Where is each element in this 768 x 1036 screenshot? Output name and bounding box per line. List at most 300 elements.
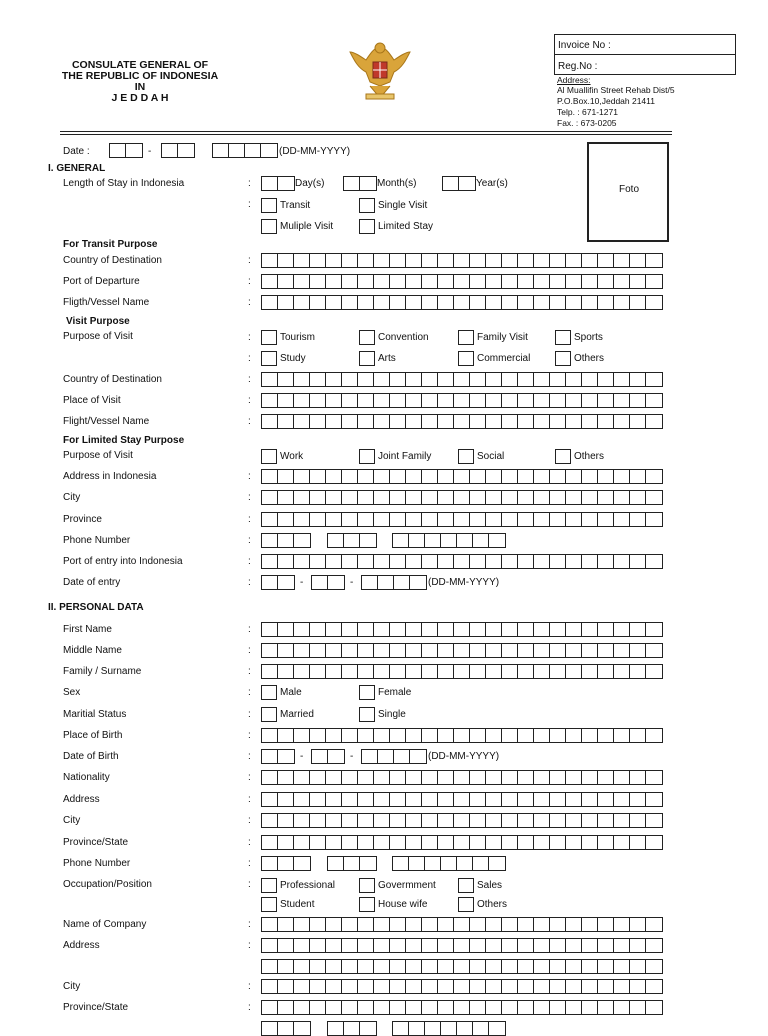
char-cell[interactable]: [630, 491, 646, 504]
char-cell[interactable]: [310, 771, 326, 784]
char-cell[interactable]: [438, 729, 454, 742]
char-cell[interactable]: [502, 394, 518, 407]
char-cell[interactable]: [262, 415, 278, 428]
char-cell[interactable]: [630, 771, 646, 784]
char-cell[interactable]: [630, 665, 646, 678]
char-cell[interactable]: [502, 1001, 518, 1014]
char-cell[interactable]: [486, 275, 502, 288]
char-cell[interactable]: [326, 960, 342, 973]
char-cell[interactable]: [326, 918, 342, 931]
char-cell[interactable]: [438, 918, 454, 931]
char-cell[interactable]: [374, 254, 390, 267]
char-cell[interactable]: [582, 1001, 598, 1014]
char-cell[interactable]: [454, 836, 470, 849]
char-cell[interactable]: [646, 665, 662, 678]
char-cell[interactable]: [422, 836, 438, 849]
address-input[interactable]: [261, 792, 663, 807]
char-cell[interactable]: [502, 729, 518, 742]
char-cell[interactable]: [310, 394, 326, 407]
char-cell[interactable]: [294, 729, 310, 742]
char-cell[interactable]: [294, 415, 310, 428]
char-cell[interactable]: [518, 918, 534, 931]
char-cell[interactable]: [518, 470, 534, 483]
char-cell[interactable]: [470, 623, 486, 636]
char-cell[interactable]: [262, 373, 278, 386]
char-cell[interactable]: [614, 939, 630, 952]
char-cell[interactable]: [310, 470, 326, 483]
char-cell[interactable]: [278, 814, 294, 827]
char-cell[interactable]: [566, 394, 582, 407]
char-cell[interactable]: [326, 296, 342, 309]
char-cell[interactable]: [566, 665, 582, 678]
char-cell[interactable]: [454, 939, 470, 952]
char-cell[interactable]: [614, 665, 630, 678]
char-cell[interactable]: [278, 254, 294, 267]
char-cell[interactable]: [390, 491, 406, 504]
char-cell[interactable]: [502, 939, 518, 952]
char-cell[interactable]: [566, 980, 582, 993]
char-cell[interactable]: [390, 296, 406, 309]
char-cell[interactable]: [310, 793, 326, 806]
char-cell[interactable]: [358, 665, 374, 678]
city-input[interactable]: [261, 813, 663, 828]
char-cell[interactable]: [262, 623, 278, 636]
char-cell[interactable]: [582, 394, 598, 407]
char-cell[interactable]: [262, 980, 278, 993]
date-year-boxes[interactable]: [212, 143, 278, 158]
char-cell[interactable]: [534, 1001, 550, 1014]
char-cell[interactable]: [486, 939, 502, 952]
char-cell[interactable]: [550, 296, 566, 309]
first-name-input[interactable]: [261, 622, 663, 637]
province-input[interactable]: [261, 835, 663, 850]
transit-country-input[interactable]: [261, 253, 663, 268]
char-cell[interactable]: [550, 918, 566, 931]
char-cell[interactable]: [278, 296, 294, 309]
char-cell[interactable]: [614, 373, 630, 386]
char-cell[interactable]: [582, 513, 598, 526]
char-cell[interactable]: [390, 980, 406, 993]
char-cell[interactable]: [262, 793, 278, 806]
char-cell[interactable]: [438, 980, 454, 993]
char-cell[interactable]: [614, 275, 630, 288]
char-cell[interactable]: [630, 254, 646, 267]
char-cell[interactable]: [358, 296, 374, 309]
char-cell[interactable]: [470, 254, 486, 267]
company-phone-code-boxes[interactable]: [261, 1021, 311, 1036]
char-cell[interactable]: [502, 373, 518, 386]
char-cell[interactable]: [422, 771, 438, 784]
sports-checkbox[interactable]: [555, 330, 571, 345]
char-cell[interactable]: [534, 394, 550, 407]
char-cell[interactable]: [390, 665, 406, 678]
student-checkbox[interactable]: [261, 897, 277, 912]
char-cell[interactable]: [614, 918, 630, 931]
char-cell[interactable]: [326, 771, 342, 784]
char-cell[interactable]: [454, 275, 470, 288]
char-cell[interactable]: [406, 939, 422, 952]
char-cell[interactable]: [390, 555, 406, 568]
char-cell[interactable]: [310, 296, 326, 309]
char-cell[interactable]: [374, 836, 390, 849]
char-cell[interactable]: [358, 1001, 374, 1014]
char-cell[interactable]: [294, 394, 310, 407]
char-cell[interactable]: [278, 939, 294, 952]
char-cell[interactable]: [550, 491, 566, 504]
char-cell[interactable]: [326, 623, 342, 636]
entry-month-boxes[interactable]: [311, 575, 345, 590]
birth-month-boxes[interactable]: [311, 749, 345, 764]
char-cell[interactable]: [326, 275, 342, 288]
char-cell[interactable]: [566, 491, 582, 504]
char-cell[interactable]: [422, 415, 438, 428]
char-cell[interactable]: [310, 836, 326, 849]
char-cell[interactable]: [582, 793, 598, 806]
char-cell[interactable]: [534, 918, 550, 931]
phone-area-boxes[interactable]: [327, 856, 377, 871]
char-cell[interactable]: [374, 555, 390, 568]
char-cell[interactable]: [278, 373, 294, 386]
char-cell[interactable]: [614, 415, 630, 428]
char-cell[interactable]: [582, 254, 598, 267]
char-cell[interactable]: [358, 771, 374, 784]
char-cell[interactable]: [422, 470, 438, 483]
char-cell[interactable]: [278, 729, 294, 742]
char-cell[interactable]: [582, 296, 598, 309]
limited-port-entry-input[interactable]: [261, 554, 663, 569]
char-cell[interactable]: [342, 1001, 358, 1014]
char-cell[interactable]: [454, 771, 470, 784]
char-cell[interactable]: [454, 729, 470, 742]
char-cell[interactable]: [406, 793, 422, 806]
char-cell[interactable]: [278, 491, 294, 504]
char-cell[interactable]: [326, 394, 342, 407]
char-cell[interactable]: [390, 939, 406, 952]
char-cell[interactable]: [630, 555, 646, 568]
limited-others-checkbox[interactable]: [555, 449, 571, 464]
char-cell[interactable]: [614, 513, 630, 526]
char-cell[interactable]: [646, 814, 662, 827]
char-cell[interactable]: [470, 814, 486, 827]
char-cell[interactable]: [502, 793, 518, 806]
char-cell[interactable]: [342, 918, 358, 931]
stay-years-boxes[interactable]: [442, 176, 476, 191]
char-cell[interactable]: [646, 415, 662, 428]
char-cell[interactable]: [374, 980, 390, 993]
reg-no-field[interactable]: Reg.No :: [558, 61, 598, 72]
char-cell[interactable]: [598, 513, 614, 526]
char-cell[interactable]: [566, 275, 582, 288]
char-cell[interactable]: [518, 814, 534, 827]
char-cell[interactable]: [422, 513, 438, 526]
char-cell[interactable]: [294, 644, 310, 657]
char-cell[interactable]: [374, 394, 390, 407]
limited-city-input[interactable]: [261, 490, 663, 505]
tourism-checkbox[interactable]: [261, 330, 277, 345]
char-cell[interactable]: [550, 415, 566, 428]
char-cell[interactable]: [470, 980, 486, 993]
char-cell[interactable]: [278, 771, 294, 784]
char-cell[interactable]: [646, 296, 662, 309]
char-cell[interactable]: [310, 918, 326, 931]
char-cell[interactable]: [646, 980, 662, 993]
char-cell[interactable]: [358, 836, 374, 849]
char-cell[interactable]: [582, 491, 598, 504]
char-cell[interactable]: [406, 555, 422, 568]
char-cell[interactable]: [646, 254, 662, 267]
char-cell[interactable]: [534, 644, 550, 657]
char-cell[interactable]: [534, 555, 550, 568]
char-cell[interactable]: [518, 960, 534, 973]
char-cell[interactable]: [262, 555, 278, 568]
char-cell[interactable]: [646, 394, 662, 407]
stay-months-boxes[interactable]: [343, 176, 377, 191]
char-cell[interactable]: [406, 644, 422, 657]
char-cell[interactable]: [486, 1001, 502, 1014]
char-cell[interactable]: [454, 296, 470, 309]
char-cell[interactable]: [278, 555, 294, 568]
char-cell[interactable]: [374, 665, 390, 678]
char-cell[interactable]: [614, 491, 630, 504]
char-cell[interactable]: [310, 1001, 326, 1014]
char-cell[interactable]: [502, 836, 518, 849]
char-cell[interactable]: [598, 729, 614, 742]
char-cell[interactable]: [486, 980, 502, 993]
char-cell[interactable]: [582, 729, 598, 742]
char-cell[interactable]: [422, 793, 438, 806]
char-cell[interactable]: [390, 836, 406, 849]
char-cell[interactable]: [342, 729, 358, 742]
char-cell[interactable]: [550, 939, 566, 952]
char-cell[interactable]: [406, 729, 422, 742]
char-cell[interactable]: [582, 918, 598, 931]
char-cell[interactable]: [566, 254, 582, 267]
char-cell[interactable]: [646, 793, 662, 806]
char-cell[interactable]: [438, 665, 454, 678]
char-cell[interactable]: [486, 491, 502, 504]
char-cell[interactable]: [518, 665, 534, 678]
char-cell[interactable]: [534, 939, 550, 952]
char-cell[interactable]: [406, 623, 422, 636]
char-cell[interactable]: [486, 555, 502, 568]
char-cell[interactable]: [582, 644, 598, 657]
char-cell[interactable]: [646, 470, 662, 483]
char-cell[interactable]: [310, 980, 326, 993]
visit-country-input[interactable]: [261, 372, 663, 387]
char-cell[interactable]: [422, 939, 438, 952]
char-cell[interactable]: [614, 254, 630, 267]
char-cell[interactable]: [454, 644, 470, 657]
char-cell[interactable]: [454, 1001, 470, 1014]
char-cell[interactable]: [438, 555, 454, 568]
char-cell[interactable]: [518, 980, 534, 993]
char-cell[interactable]: [598, 296, 614, 309]
char-cell[interactable]: [486, 814, 502, 827]
char-cell[interactable]: [518, 254, 534, 267]
char-cell[interactable]: [454, 814, 470, 827]
char-cell[interactable]: [646, 491, 662, 504]
char-cell[interactable]: [518, 836, 534, 849]
char-cell[interactable]: [502, 254, 518, 267]
char-cell[interactable]: [294, 555, 310, 568]
char-cell[interactable]: [358, 555, 374, 568]
company-input[interactable]: [261, 917, 663, 932]
char-cell[interactable]: [326, 1001, 342, 1014]
char-cell[interactable]: [278, 513, 294, 526]
company-address-input-2[interactable]: [261, 959, 663, 974]
char-cell[interactable]: [470, 373, 486, 386]
multiple-visit-checkbox[interactable]: [261, 219, 277, 234]
char-cell[interactable]: [294, 960, 310, 973]
char-cell[interactable]: [326, 729, 342, 742]
char-cell[interactable]: [422, 1001, 438, 1014]
char-cell[interactable]: [454, 254, 470, 267]
company-phone-number-boxes[interactable]: [392, 1021, 506, 1036]
arts-checkbox[interactable]: [359, 351, 375, 366]
char-cell[interactable]: [646, 555, 662, 568]
char-cell[interactable]: [518, 373, 534, 386]
char-cell[interactable]: [422, 555, 438, 568]
char-cell[interactable]: [262, 470, 278, 483]
char-cell[interactable]: [294, 939, 310, 952]
char-cell[interactable]: [438, 939, 454, 952]
char-cell[interactable]: [342, 814, 358, 827]
char-cell[interactable]: [262, 918, 278, 931]
char-cell[interactable]: [486, 836, 502, 849]
char-cell[interactable]: [294, 836, 310, 849]
char-cell[interactable]: [262, 1001, 278, 1014]
char-cell[interactable]: [534, 729, 550, 742]
char-cell[interactable]: [374, 729, 390, 742]
commercial-checkbox[interactable]: [458, 351, 474, 366]
char-cell[interactable]: [310, 939, 326, 952]
char-cell[interactable]: [390, 793, 406, 806]
char-cell[interactable]: [630, 394, 646, 407]
limited-phone-area-boxes[interactable]: [327, 533, 377, 548]
char-cell[interactable]: [358, 373, 374, 386]
char-cell[interactable]: [486, 513, 502, 526]
char-cell[interactable]: [486, 394, 502, 407]
char-cell[interactable]: [502, 415, 518, 428]
char-cell[interactable]: [310, 415, 326, 428]
char-cell[interactable]: [454, 415, 470, 428]
char-cell[interactable]: [598, 918, 614, 931]
char-cell[interactable]: [310, 644, 326, 657]
char-cell[interactable]: [470, 729, 486, 742]
char-cell[interactable]: [294, 470, 310, 483]
char-cell[interactable]: [518, 275, 534, 288]
char-cell[interactable]: [486, 644, 502, 657]
char-cell[interactable]: [358, 980, 374, 993]
char-cell[interactable]: [582, 623, 598, 636]
char-cell[interactable]: [326, 939, 342, 952]
char-cell[interactable]: [454, 394, 470, 407]
char-cell[interactable]: [566, 296, 582, 309]
char-cell[interactable]: [518, 1001, 534, 1014]
work-checkbox[interactable]: [261, 449, 277, 464]
char-cell[interactable]: [278, 918, 294, 931]
char-cell[interactable]: [582, 555, 598, 568]
char-cell[interactable]: [342, 939, 358, 952]
char-cell[interactable]: [470, 939, 486, 952]
char-cell[interactable]: [326, 814, 342, 827]
char-cell[interactable]: [342, 254, 358, 267]
char-cell[interactable]: [630, 918, 646, 931]
char-cell[interactable]: [390, 771, 406, 784]
char-cell[interactable]: [406, 254, 422, 267]
char-cell[interactable]: [550, 275, 566, 288]
char-cell[interactable]: [534, 814, 550, 827]
char-cell[interactable]: [502, 275, 518, 288]
char-cell[interactable]: [582, 771, 598, 784]
char-cell[interactable]: [470, 415, 486, 428]
char-cell[interactable]: [422, 644, 438, 657]
char-cell[interactable]: [326, 836, 342, 849]
char-cell[interactable]: [342, 623, 358, 636]
char-cell[interactable]: [262, 275, 278, 288]
char-cell[interactable]: [262, 491, 278, 504]
char-cell[interactable]: [486, 623, 502, 636]
char-cell[interactable]: [630, 814, 646, 827]
char-cell[interactable]: [598, 771, 614, 784]
char-cell[interactable]: [454, 555, 470, 568]
char-cell[interactable]: [486, 771, 502, 784]
char-cell[interactable]: [278, 275, 294, 288]
char-cell[interactable]: [550, 254, 566, 267]
char-cell[interactable]: [278, 1001, 294, 1014]
char-cell[interactable]: [374, 644, 390, 657]
birth-day-boxes[interactable]: [261, 749, 295, 764]
char-cell[interactable]: [374, 793, 390, 806]
char-cell[interactable]: [550, 980, 566, 993]
char-cell[interactable]: [422, 729, 438, 742]
visit-place-input[interactable]: [261, 393, 663, 408]
char-cell[interactable]: [262, 771, 278, 784]
housewife-checkbox[interactable]: [359, 897, 375, 912]
char-cell[interactable]: [358, 415, 374, 428]
char-cell[interactable]: [406, 415, 422, 428]
char-cell[interactable]: [646, 644, 662, 657]
char-cell[interactable]: [358, 793, 374, 806]
char-cell[interactable]: [630, 415, 646, 428]
char-cell[interactable]: [502, 644, 518, 657]
char-cell[interactable]: [294, 491, 310, 504]
char-cell[interactable]: [358, 491, 374, 504]
phone-number-boxes[interactable]: [392, 856, 506, 871]
char-cell[interactable]: [326, 491, 342, 504]
char-cell[interactable]: [614, 814, 630, 827]
char-cell[interactable]: [358, 470, 374, 483]
char-cell[interactable]: [566, 939, 582, 952]
char-cell[interactable]: [342, 793, 358, 806]
male-checkbox[interactable]: [261, 685, 277, 700]
transit-flight-input[interactable]: [261, 295, 663, 310]
char-cell[interactable]: [262, 729, 278, 742]
char-cell[interactable]: [566, 415, 582, 428]
char-cell[interactable]: [374, 623, 390, 636]
char-cell[interactable]: [614, 555, 630, 568]
char-cell[interactable]: [470, 555, 486, 568]
char-cell[interactable]: [534, 836, 550, 849]
study-checkbox[interactable]: [261, 351, 277, 366]
char-cell[interactable]: [374, 1001, 390, 1014]
char-cell[interactable]: [310, 513, 326, 526]
char-cell[interactable]: [406, 814, 422, 827]
char-cell[interactable]: [486, 729, 502, 742]
char-cell[interactable]: [470, 394, 486, 407]
char-cell[interactable]: [598, 980, 614, 993]
char-cell[interactable]: [406, 491, 422, 504]
